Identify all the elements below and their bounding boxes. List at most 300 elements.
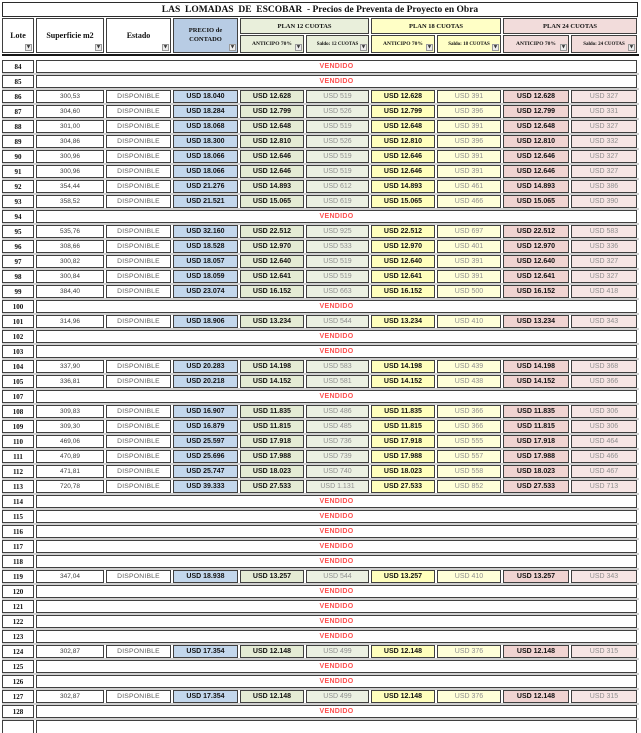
estado-cell: DISPONIBLE	[106, 105, 171, 118]
estado-cell: DISPONIBLE	[106, 165, 171, 178]
table-row	[2, 300, 639, 313]
plan12-saldo-cell: USD 499	[306, 645, 369, 658]
plan24-anticipo-cell: USD 12.799	[503, 105, 569, 118]
precio-contado-cell: USD 18.938	[173, 570, 238, 583]
filter-dropdown-button[interactable]	[295, 44, 302, 51]
plan-24-saldo-header	[571, 35, 637, 53]
plan18-anticipo-cell: USD 18.023	[371, 465, 435, 478]
estado-cell: DISPONIBLE	[106, 120, 171, 133]
plan24-saldo-cell: USD 327	[571, 165, 637, 178]
plan18-saldo-cell: USD 391	[437, 270, 501, 283]
estado-cell: DISPONIBLE	[106, 270, 171, 283]
estado-cell: DISPONIBLE	[106, 90, 171, 103]
superficie-cell: 309,30	[36, 420, 104, 433]
precio-contado-cell: USD 18.300	[173, 135, 238, 148]
plan24-anticipo-cell: USD 14.152	[503, 375, 569, 388]
plan24-anticipo-cell: USD 16.152	[503, 285, 569, 298]
lot-number-cell: 92	[2, 180, 34, 193]
lot-number-cell: 127	[2, 690, 34, 703]
plan-24-header: PLAN 24 CUOTAS	[503, 18, 637, 34]
plan12-saldo-cell: USD 736	[306, 435, 369, 448]
estado-cell: DISPONIBLE	[106, 195, 171, 208]
lot-number-cell: 86	[2, 90, 34, 103]
plan12-saldo-cell: USD 925	[306, 225, 369, 238]
filter-dropdown-button[interactable]	[95, 44, 102, 51]
lot-number-cell: 109	[2, 420, 34, 433]
plan12-anticipo-cell: USD 11.815	[240, 420, 304, 433]
superficie-cell: 309,83	[36, 405, 104, 418]
superficie-cell: 336,81	[36, 375, 104, 388]
plan24-saldo-cell: USD 386	[571, 180, 637, 193]
plan-24-anticipo-label: ANTICIPO 70%	[516, 41, 556, 47]
plan18-anticipo-cell: USD 12.628	[371, 90, 435, 103]
plan24-anticipo-cell: USD 12.640	[503, 255, 569, 268]
superficie-cell: 308,66	[36, 240, 104, 253]
plan12-anticipo-cell: USD 12.640	[240, 255, 304, 268]
status-vendido-cell: VENDIDO	[36, 390, 637, 403]
table-row	[2, 195, 639, 208]
filter-dropdown-icon: ▼	[163, 45, 168, 50]
plan12-saldo-cell: USD 486	[306, 405, 369, 418]
status-vendido-cell: VENDIDO	[36, 330, 637, 343]
plan18-saldo-cell: USD 439	[437, 360, 501, 373]
plan18-anticipo-cell: USD 11.815	[371, 420, 435, 433]
plan12-saldo-cell: USD 485	[306, 420, 369, 433]
precio-contado-cell: USD 18.059	[173, 270, 238, 283]
plan12-saldo-cell: USD 740	[306, 465, 369, 478]
table-row	[2, 120, 639, 133]
spreadsheet	[2, 2, 639, 733]
plan24-saldo-cell: USD 315	[571, 690, 637, 703]
plan24-saldo-cell: USD 713	[571, 480, 637, 493]
plan24-anticipo-cell: USD 12.148	[503, 645, 569, 658]
plan12-anticipo-cell: USD 12.648	[240, 120, 304, 133]
lot-number-cell: 91	[2, 165, 34, 178]
plan24-anticipo-cell: USD 12.648	[503, 120, 569, 133]
plan12-saldo-cell: USD 581	[306, 375, 369, 388]
plan24-saldo-cell: USD 336	[571, 240, 637, 253]
table-row	[2, 390, 639, 403]
plan24-saldo-cell: USD 327	[571, 120, 637, 133]
plan24-anticipo-cell: USD 13.234	[503, 315, 569, 328]
superficie-cell: 301,00	[36, 120, 104, 133]
precio-contado-cell: USD 16.907	[173, 405, 238, 418]
plan18-anticipo-cell: USD 12.640	[371, 255, 435, 268]
lot-number-cell: 123	[2, 630, 34, 643]
estado-cell: DISPONIBLE	[106, 285, 171, 298]
estado-cell: DISPONIBLE	[106, 450, 171, 463]
table-row	[2, 165, 639, 178]
table-row	[2, 510, 639, 523]
plan24-saldo-cell: USD 368	[571, 360, 637, 373]
lot-number-cell: 93	[2, 195, 34, 208]
plan18-saldo-cell: USD 396	[437, 105, 501, 118]
superficie-cell: 300,82	[36, 255, 104, 268]
plan-24-anticipo-header	[503, 35, 569, 53]
filter-dropdown-icon: ▼	[230, 45, 235, 50]
plan-18-saldo-label: Saldo: 18 CUOTAS	[448, 41, 490, 47]
status-vendido-cell: VENDIDO	[36, 300, 637, 313]
precio-contado-cell: USD 20.283	[173, 360, 238, 373]
table-row	[2, 690, 639, 703]
table-header	[2, 18, 639, 56]
lot-number-cell: 98	[2, 270, 34, 283]
lot-number-cell: 117	[2, 540, 34, 553]
table-row	[2, 495, 639, 508]
plan12-saldo-cell: USD 612	[306, 180, 369, 193]
plan24-anticipo-cell: USD 13.257	[503, 570, 569, 583]
plan24-saldo-cell: USD 418	[571, 285, 637, 298]
lot-number-cell	[2, 720, 34, 733]
plan-12-header: PLAN 12 CUOTAS	[240, 18, 369, 34]
plan24-saldo-cell: USD 583	[571, 225, 637, 238]
precio-contado-cell: USD 18.066	[173, 165, 238, 178]
lot-number-cell: 85	[2, 75, 34, 88]
table-row	[2, 255, 639, 268]
plan24-anticipo-cell: USD 17.918	[503, 435, 569, 448]
filter-dropdown-icon: ▼	[427, 45, 432, 50]
estado-cell: DISPONIBLE	[106, 180, 171, 193]
plan18-anticipo-cell: USD 12.970	[371, 240, 435, 253]
estado-cell: DISPONIBLE	[106, 690, 171, 703]
precio-contado-cell: USD 32.160	[173, 225, 238, 238]
precio-contado-cell: USD 16.879	[173, 420, 238, 433]
lot-number-cell: 84	[2, 60, 34, 73]
lot-number-cell: 124	[2, 645, 34, 658]
filter-dropdown-button[interactable]	[560, 44, 567, 51]
plan12-saldo-cell: USD 519	[306, 150, 369, 163]
lot-number-cell: 87	[2, 105, 34, 118]
lot-number-cell: 119	[2, 570, 34, 583]
precio-contado-cell: USD 23.074	[173, 285, 238, 298]
status-vendido-cell: VENDIDO	[36, 705, 637, 718]
plan12-anticipo-cell: USD 14.893	[240, 180, 304, 193]
plan18-anticipo-cell: USD 12.641	[371, 270, 435, 283]
plan-18-anticipo-header	[371, 35, 435, 53]
precio-contado-cell: USD 39.333	[173, 480, 238, 493]
table-row	[2, 150, 639, 163]
plan18-anticipo-cell: USD 22.512	[371, 225, 435, 238]
table-row	[2, 90, 639, 103]
lot-number-cell: 111	[2, 450, 34, 463]
table-row	[2, 675, 639, 688]
estado-cell: DISPONIBLE	[106, 225, 171, 238]
table-row	[2, 75, 639, 88]
plan18-anticipo-cell: USD 14.152	[371, 375, 435, 388]
plan-18-saldo-header	[437, 35, 501, 53]
plan18-saldo-cell: USD 466	[437, 195, 501, 208]
plan-24-saldo-label: Saldo: 24 CUOTAS	[583, 41, 625, 47]
plan12-saldo-cell: USD 533	[306, 240, 369, 253]
status-vendido-cell: VENDIDO	[36, 495, 637, 508]
plan18-saldo-cell: USD 401	[437, 240, 501, 253]
table-row-partial	[2, 720, 639, 733]
lot-number-cell: 107	[2, 390, 34, 403]
plan18-saldo-cell: USD 500	[437, 285, 501, 298]
plan24-anticipo-cell: USD 14.893	[503, 180, 569, 193]
superficie-cell: 347,04	[36, 570, 104, 583]
filter-dropdown-icon: ▼	[296, 45, 301, 50]
table-row	[2, 240, 639, 253]
estado-cell: DISPONIBLE	[106, 405, 171, 418]
plan12-anticipo-cell: USD 12.646	[240, 150, 304, 163]
superficie-cell: 720,78	[36, 480, 104, 493]
plan-12-saldo-label: Saldo: 12 CUOTAS	[316, 41, 359, 47]
plan12-anticipo-cell: USD 12.628	[240, 90, 304, 103]
plan-18-anticipo-label: ANTICIPO 70%	[383, 41, 423, 47]
table-row	[2, 285, 639, 298]
lot-number-cell: 101	[2, 315, 34, 328]
plan18-anticipo-cell: USD 12.148	[371, 645, 435, 658]
lot-number-cell: 99	[2, 285, 34, 298]
plan12-anticipo-cell: USD 13.234	[240, 315, 304, 328]
lot-number-cell: 95	[2, 225, 34, 238]
plan18-saldo-cell: USD 391	[437, 90, 501, 103]
plan12-saldo-cell: USD 519	[306, 90, 369, 103]
lot-number-cell: 104	[2, 360, 34, 373]
lot-number-cell: 110	[2, 435, 34, 448]
lot-number-cell: 118	[2, 555, 34, 568]
table-row	[2, 585, 639, 598]
status-vendido-cell: VENDIDO	[36, 75, 637, 88]
plan12-anticipo-cell: USD 17.988	[240, 450, 304, 463]
lot-number-cell: 116	[2, 525, 34, 538]
filter-dropdown-button[interactable]	[360, 44, 367, 51]
plan12-anticipo-cell: USD 11.835	[240, 405, 304, 418]
plan24-anticipo-cell: USD 12.641	[503, 270, 569, 283]
precio-contado-cell: USD 18.284	[173, 105, 238, 118]
precio-contado-cell: USD 25.597	[173, 435, 238, 448]
plan18-anticipo-cell: USD 12.646	[371, 150, 435, 163]
status-vendido-cell: VENDIDO	[36, 615, 637, 628]
plan12-anticipo-cell: USD 15.065	[240, 195, 304, 208]
plan18-anticipo-cell: USD 12.648	[371, 120, 435, 133]
lot-number-cell: 115	[2, 510, 34, 523]
lot-number-cell: 94	[2, 210, 34, 223]
table-row	[2, 360, 639, 373]
table-row	[2, 660, 639, 673]
table-row	[2, 210, 639, 223]
plan12-anticipo-cell: USD 13.257	[240, 570, 304, 583]
filter-dropdown-button[interactable]	[162, 44, 169, 51]
table-row	[2, 600, 639, 613]
plan12-anticipo-cell: USD 12.799	[240, 105, 304, 118]
plan12-saldo-cell: USD 519	[306, 270, 369, 283]
plan18-saldo-cell: USD 366	[437, 420, 501, 433]
precio-contado-cell: USD 18.040	[173, 90, 238, 103]
lot-number-cell: 88	[2, 120, 34, 133]
table-row	[2, 105, 639, 118]
plan24-saldo-cell: USD 306	[571, 405, 637, 418]
plan18-anticipo-cell: USD 17.988	[371, 450, 435, 463]
plan24-anticipo-cell: USD 12.148	[503, 690, 569, 703]
plan24-anticipo-cell: USD 17.988	[503, 450, 569, 463]
plan24-anticipo-cell: USD 27.533	[503, 480, 569, 493]
lot-number-cell: 89	[2, 135, 34, 148]
table-row	[2, 435, 639, 448]
status-vendido-cell: VENDIDO	[36, 510, 637, 523]
precio-contado-cell: USD 18.906	[173, 315, 238, 328]
plan24-anticipo-cell: USD 11.835	[503, 405, 569, 418]
estado-cell: DISPONIBLE	[106, 645, 171, 658]
filter-dropdown-button[interactable]	[229, 44, 236, 51]
superficie-cell: 470,89	[36, 450, 104, 463]
plan18-saldo-cell: USD 376	[437, 645, 501, 658]
table-row	[2, 615, 639, 628]
plan18-anticipo-cell: USD 27.533	[371, 480, 435, 493]
plan18-anticipo-cell: USD 17.918	[371, 435, 435, 448]
precio-contado-cell: USD 17.354	[173, 690, 238, 703]
table-row	[2, 525, 639, 538]
filter-dropdown-icon: ▼	[96, 45, 101, 50]
plan18-saldo-cell: USD 558	[437, 465, 501, 478]
plan18-anticipo-cell: USD 14.893	[371, 180, 435, 193]
plan12-anticipo-cell: USD 12.970	[240, 240, 304, 253]
plan18-anticipo-cell: USD 16.152	[371, 285, 435, 298]
plan24-anticipo-cell: USD 22.512	[503, 225, 569, 238]
plan-18-header: PLAN 18 CUOTAS	[371, 18, 501, 34]
estado-cell: DISPONIBLE	[106, 465, 171, 478]
precio-contado-cell: USD 20.218	[173, 375, 238, 388]
precio-contado-cell: USD 17.354	[173, 645, 238, 658]
lot-number-cell: 96	[2, 240, 34, 253]
plan12-saldo-cell: USD 519	[306, 120, 369, 133]
plan18-anticipo-cell: USD 12.148	[371, 690, 435, 703]
table-row	[2, 630, 639, 643]
plan24-anticipo-cell: USD 14.198	[503, 360, 569, 373]
plan18-anticipo-cell: USD 12.646	[371, 165, 435, 178]
plan18-saldo-cell: USD 391	[437, 255, 501, 268]
plan12-saldo-cell: USD 583	[306, 360, 369, 373]
plan18-saldo-cell: USD 391	[437, 165, 501, 178]
superficie-cell: 384,40	[36, 285, 104, 298]
status-vendido-cell: VENDIDO	[36, 675, 637, 688]
plan12-saldo-cell: USD 519	[306, 255, 369, 268]
table-row	[2, 480, 639, 493]
plan12-saldo-cell: USD 519	[306, 165, 369, 178]
plan12-saldo-cell: USD 544	[306, 315, 369, 328]
superficie-cell: 535,76	[36, 225, 104, 238]
plan24-saldo-cell: USD 332	[571, 135, 637, 148]
plan24-saldo-cell: USD 467	[571, 465, 637, 478]
superficie-cell: 304,86	[36, 135, 104, 148]
lot-number-cell: 122	[2, 615, 34, 628]
filter-dropdown-button[interactable]	[426, 44, 433, 51]
filter-dropdown-button[interactable]	[628, 44, 635, 51]
plan12-saldo-cell: USD 544	[306, 570, 369, 583]
plan24-anticipo-cell: USD 12.810	[503, 135, 569, 148]
lot-number-cell: 97	[2, 255, 34, 268]
status-vendido-cell: VENDIDO	[36, 585, 637, 598]
superficie-cell: 358,52	[36, 195, 104, 208]
plan18-saldo-cell: USD 557	[437, 450, 501, 463]
superficie-cell: 469,06	[36, 435, 104, 448]
table-row	[2, 555, 639, 568]
lot-number-cell: 128	[2, 705, 34, 718]
plan18-saldo-cell: USD 461	[437, 180, 501, 193]
estado-cell: DISPONIBLE	[106, 135, 171, 148]
estado-cell: DISPONIBLE	[106, 360, 171, 373]
plan24-saldo-cell: USD 327	[571, 255, 637, 268]
table-body	[2, 60, 639, 733]
plan18-saldo-cell: USD 396	[437, 135, 501, 148]
precio-contado-cell: USD 21.276	[173, 180, 238, 193]
plan18-saldo-cell: USD 366	[437, 405, 501, 418]
column-header-estado-label: Estado	[126, 31, 151, 40]
column-header-precio-contado-label: PRECIO de CONTADO	[188, 26, 223, 43]
column-header-superficie	[36, 18, 104, 53]
status-vendido-cell: VENDIDO	[36, 60, 637, 73]
plan12-saldo-cell: USD 1.131	[306, 480, 369, 493]
superficie-cell: 304,60	[36, 105, 104, 118]
precio-contado-cell: USD 18.066	[173, 150, 238, 163]
plan24-saldo-cell: USD 306	[571, 420, 637, 433]
table-row	[2, 375, 639, 388]
plan18-anticipo-cell: USD 13.257	[371, 570, 435, 583]
lot-number-cell: 120	[2, 585, 34, 598]
plan-12-anticipo-header	[240, 35, 304, 53]
plan18-anticipo-cell: USD 12.799	[371, 105, 435, 118]
column-header-estado	[106, 18, 171, 53]
estado-cell: DISPONIBLE	[106, 480, 171, 493]
status-vendido-cell: VENDIDO	[36, 525, 637, 538]
plan18-saldo-cell: USD 852	[437, 480, 501, 493]
superficie-cell: 302,87	[36, 645, 104, 658]
superficie-cell: 300,96	[36, 150, 104, 163]
empty-cell	[36, 720, 637, 733]
filter-dropdown-button[interactable]	[25, 44, 32, 51]
precio-contado-cell: USD 25.747	[173, 465, 238, 478]
plan18-saldo-cell: USD 555	[437, 435, 501, 448]
table-row	[2, 315, 639, 328]
plan12-saldo-cell: USD 663	[306, 285, 369, 298]
plan24-anticipo-cell: USD 11.815	[503, 420, 569, 433]
plan12-anticipo-cell: USD 12.148	[240, 690, 304, 703]
estado-cell: DISPONIBLE	[106, 435, 171, 448]
plan24-saldo-cell: USD 464	[571, 435, 637, 448]
superficie-cell: 471,81	[36, 465, 104, 478]
filter-dropdown-icon: ▼	[561, 45, 566, 50]
plan18-saldo-cell: USD 438	[437, 375, 501, 388]
plan-12-saldo-header	[306, 35, 369, 53]
plan12-anticipo-cell: USD 17.918	[240, 435, 304, 448]
superficie-cell: 354,44	[36, 180, 104, 193]
lot-number-cell: 121	[2, 600, 34, 613]
table-row	[2, 420, 639, 433]
lot-number-cell: 114	[2, 495, 34, 508]
superficie-cell: 300,84	[36, 270, 104, 283]
precio-contado-cell: USD 18.528	[173, 240, 238, 253]
plan12-saldo-cell: USD 526	[306, 135, 369, 148]
lot-number-cell: 125	[2, 660, 34, 673]
plan24-saldo-cell: USD 343	[571, 570, 637, 583]
plan12-anticipo-cell: USD 12.641	[240, 270, 304, 283]
precio-contado-cell: USD 18.068	[173, 120, 238, 133]
plan12-saldo-cell: USD 526	[306, 105, 369, 118]
plan18-anticipo-cell: USD 11.835	[371, 405, 435, 418]
filter-dropdown-icon: ▼	[493, 45, 498, 50]
plan18-anticipo-cell: USD 12.810	[371, 135, 435, 148]
table-row	[2, 225, 639, 238]
status-vendido-cell: VENDIDO	[36, 210, 637, 223]
plan12-anticipo-cell: USD 16.152	[240, 285, 304, 298]
filter-dropdown-button[interactable]	[492, 44, 499, 51]
plan24-saldo-cell: USD 343	[571, 315, 637, 328]
plan18-anticipo-cell: USD 15.065	[371, 195, 435, 208]
plan24-saldo-cell: USD 390	[571, 195, 637, 208]
column-header-lote-label: Lote	[10, 31, 26, 40]
plan24-anticipo-cell: USD 15.065	[503, 195, 569, 208]
